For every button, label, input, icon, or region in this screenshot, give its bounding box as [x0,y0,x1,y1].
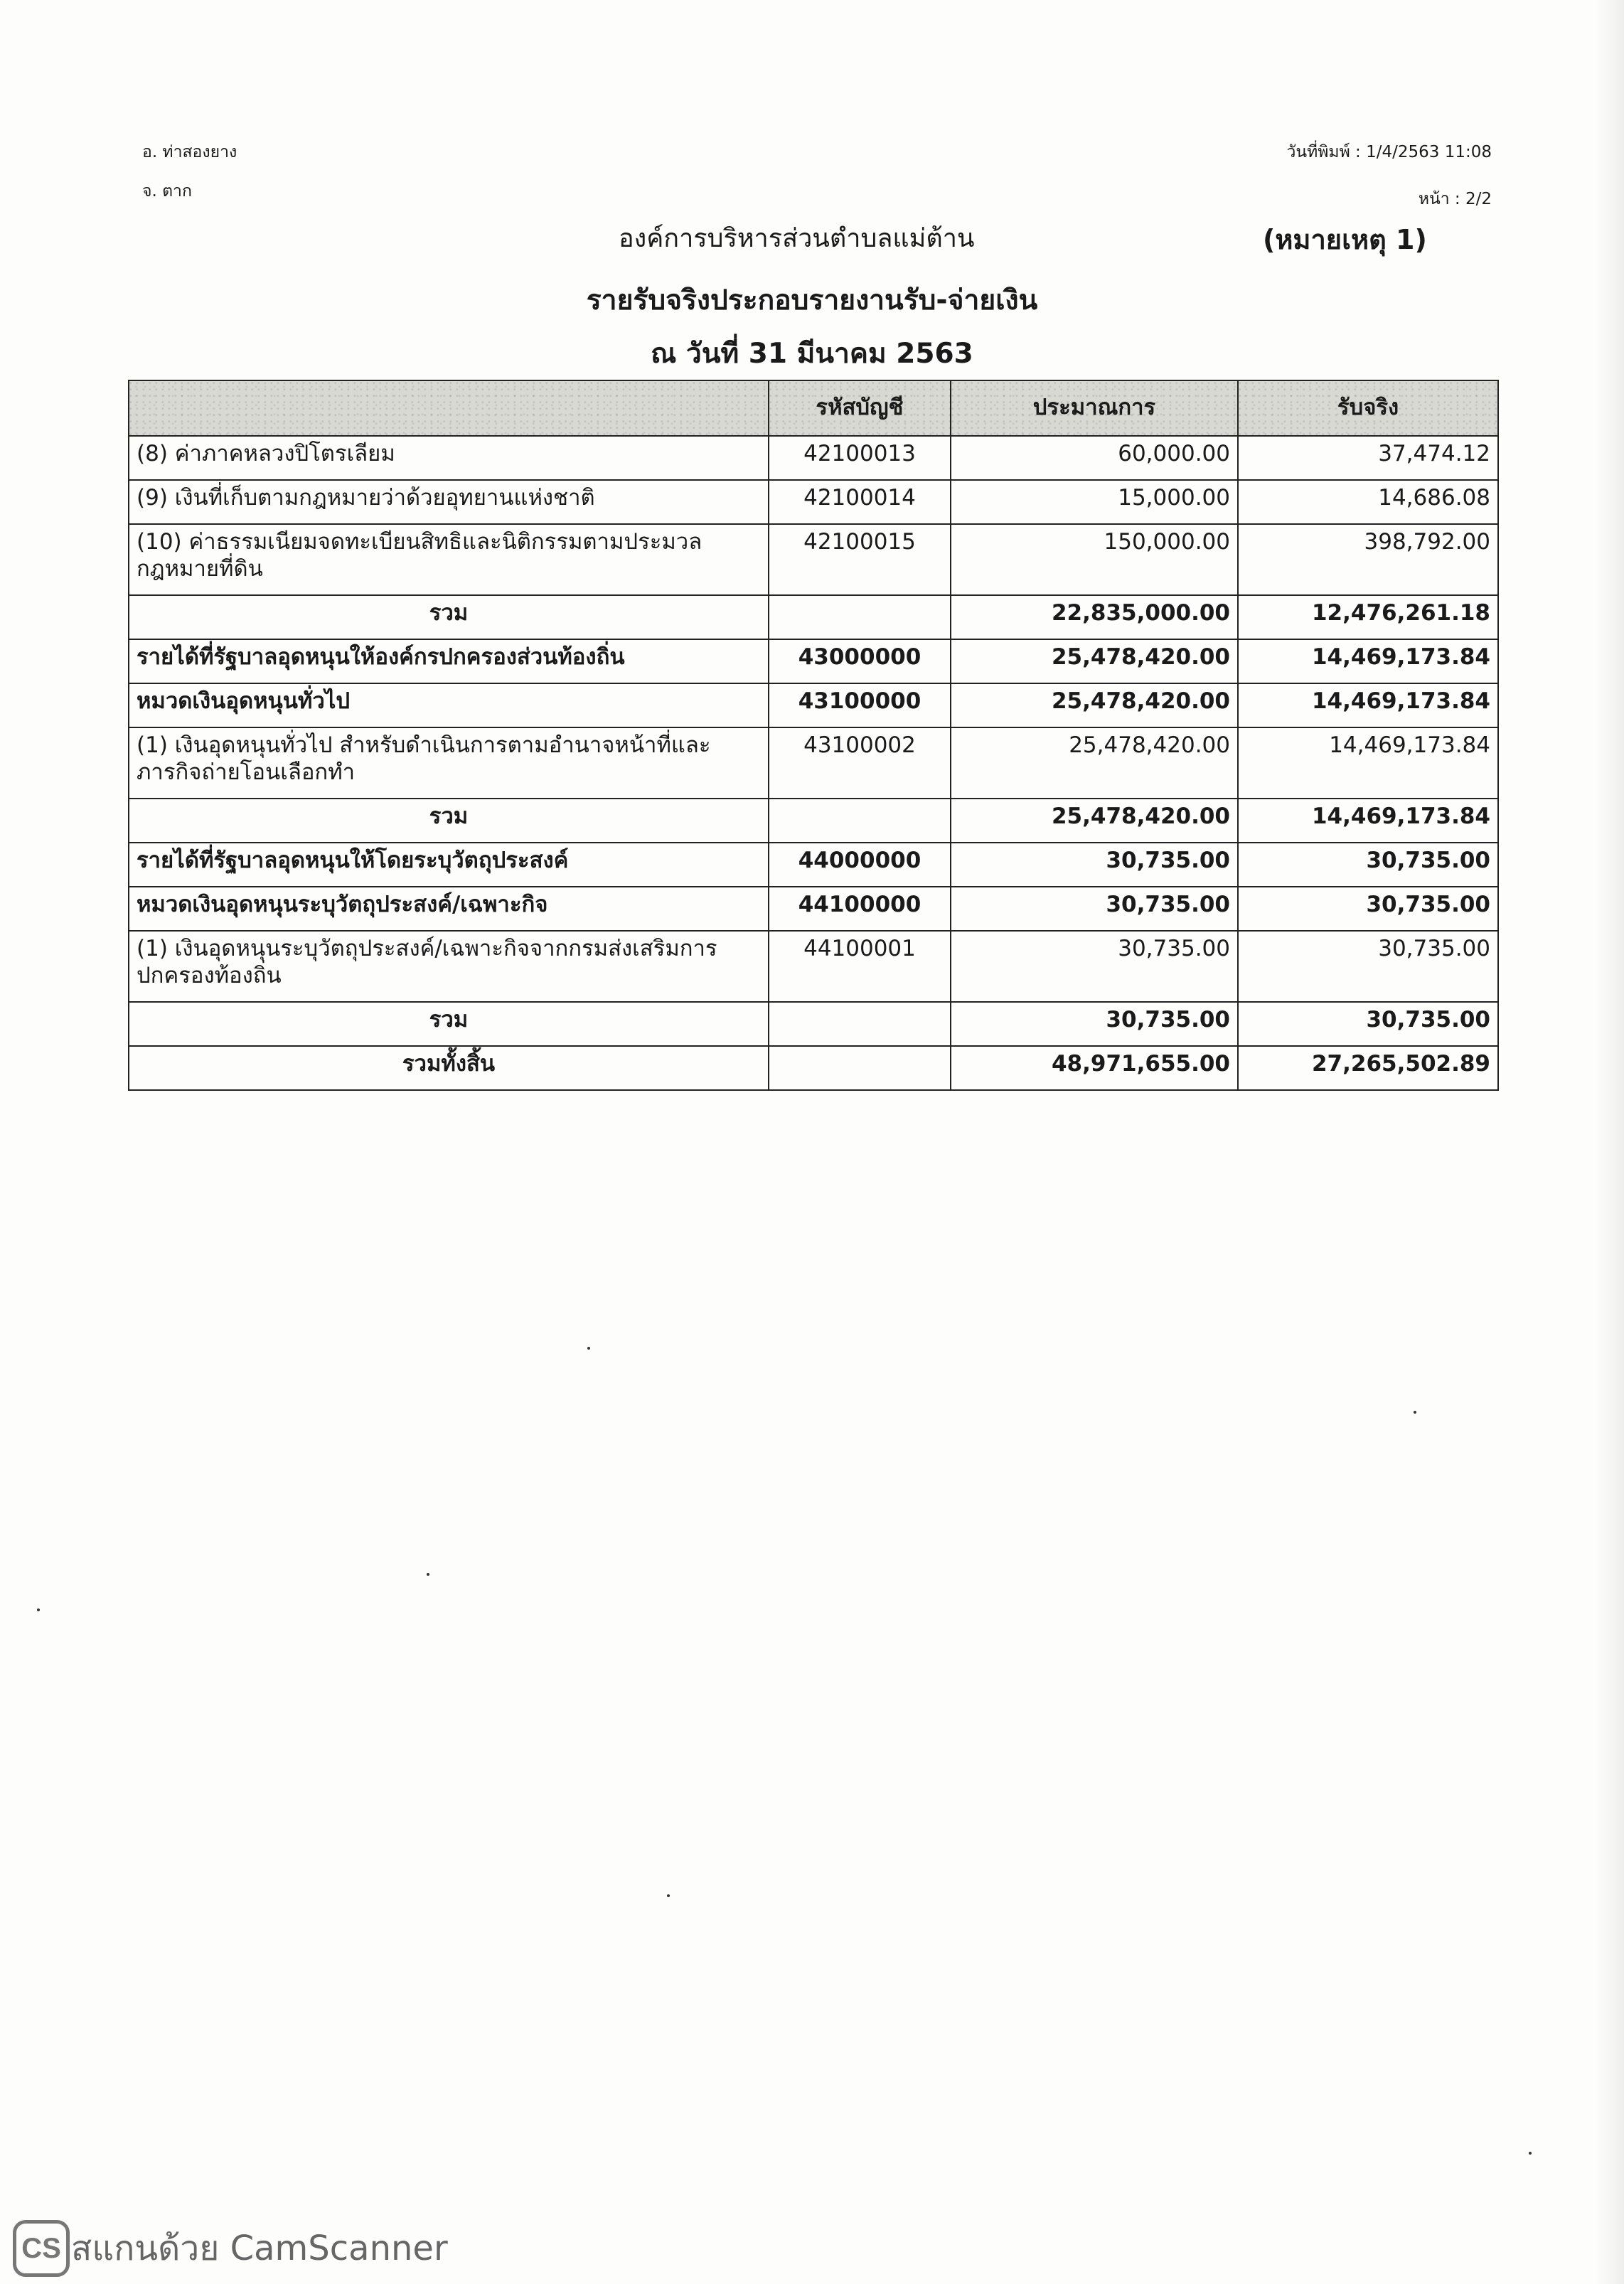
row-description: รวม [129,799,769,843]
row-actual: 14,469,173.84 [1238,683,1498,727]
district-label: อ. ท่าสองยาง [142,143,237,161]
row-estimate: 25,478,420.00 [951,639,1238,683]
row-actual: 14,469,173.84 [1238,727,1498,799]
row-description: รายได้ที่รัฐบาลอุดหนุนให้โดยระบุวัตถุประสงค์ [129,843,769,887]
row-estimate: 30,735.00 [951,887,1238,931]
print-date: วันที่พิมพ์ : 1/4/2563 11:08 [1286,143,1492,161]
report-title: รายรับจริงประกอบรายงานรับ-จ่ายเงิน [586,284,1038,316]
row-account-code [769,1046,951,1090]
scan-speck [667,1894,670,1897]
row-estimate: 25,478,420.00 [951,683,1238,727]
row-account-code: 43100002 [769,727,951,799]
row-account-code: 43000000 [769,639,951,683]
table-row [129,524,1498,595]
row-account-code [769,799,951,843]
category-row [129,843,1498,887]
row-estimate: 15,000.00 [951,480,1238,524]
table-row [129,727,1498,799]
scan-speck [1414,1411,1416,1414]
row-account-code: 42100015 [769,524,951,595]
row-actual: 12,476,261.18 [1238,595,1498,639]
row-actual: 37,474.12 [1238,436,1498,480]
category-row [129,887,1498,931]
row-actual: 14,686.08 [1238,480,1498,524]
row-actual: 14,469,173.84 [1238,639,1498,683]
row-account-code [769,595,951,639]
row-account-code [769,1002,951,1046]
camscanner-logo-icon: CS [13,2220,70,2277]
header-account-code: รหัสบัญชี [769,380,951,436]
camscanner-watermark [13,2220,448,2277]
row-description: (10) ค่าธรรมเนียมจดทะเบียนสิทธิและนิติกรรมตามประมวลกฎหมายที่ดิน [129,524,769,595]
row-description: หมวดเงินอุดหนุนทั่วไป [129,683,769,727]
row-estimate: 25,478,420.00 [951,727,1238,799]
row-estimate: 25,478,420.00 [951,799,1238,843]
scan-speck [427,1573,429,1576]
row-actual: 14,469,173.84 [1238,799,1498,843]
camscanner-text: สแกนด้วย CamScanner [71,2229,448,2268]
revenue-table [128,380,1499,1091]
row-actual: 398,792.00 [1238,524,1498,595]
row-estimate: 30,735.00 [951,931,1238,1002]
row-description: (8) ค่าภาคหลวงปิโตรเลียม [129,436,769,480]
header-estimate: ประมาณการ [951,380,1238,436]
row-estimate: 30,735.00 [951,1002,1238,1046]
subtotal-row [129,1002,1498,1046]
row-estimate: 150,000.00 [951,524,1238,595]
row-account-code: 44000000 [769,843,951,887]
table-row [129,436,1498,480]
row-description: รวม [129,595,769,639]
row-description: (1) เงินอุดหนุนทั่วไป สำหรับดำเนินการตามอำนาจหน้าที่และภารกิจถ่ายโอนเลือกทำ [129,727,769,799]
row-description: รวมทั้งสิ้น [129,1046,769,1090]
grand-total-row [129,1046,1498,1090]
row-estimate: 22,835,000.00 [951,595,1238,639]
row-account-code: 42100013 [769,436,951,480]
category-row [129,683,1498,727]
scan-speck [1529,2152,1532,2155]
note-label: (หมายเหตุ 1) [1263,224,1427,255]
header-description [129,380,769,436]
subtotal-row [129,799,1498,843]
subtotal-row [129,595,1498,639]
category-row [129,639,1498,683]
row-estimate: 30,735.00 [951,843,1238,887]
row-description: รายได้ที่รัฐบาลอุดหนุนให้องค์กรปกครองส่วนท้องถิ่น [129,639,769,683]
row-actual: 30,735.00 [1238,887,1498,931]
row-estimate: 48,971,655.00 [951,1046,1238,1090]
row-actual: 30,735.00 [1238,1002,1498,1046]
table-row [129,480,1498,524]
table-header-row [129,380,1498,436]
organization-title: องค์การบริหารส่วนตำบลแม่ต้าน [619,224,975,253]
page-number: หน้า : 2/2 [1418,190,1492,208]
scan-speck [587,1347,590,1350]
row-description: รวม [129,1002,769,1046]
province-label: จ. ตาก [142,182,192,201]
row-account-code: 42100014 [769,480,951,524]
row-account-code: 43100000 [769,683,951,727]
row-description: (1) เงินอุดหนุนระบุวัตถุประสงค์/เฉพาะกิจจากกรมส่งเสริมการปกครองท้องถิ่น [129,931,769,1002]
table-row [129,931,1498,1002]
row-account-code: 44100001 [769,931,951,1002]
row-description: (9) เงินที่เก็บตามกฎหมายว่าด้วยอุทยานแห่งชาติ [129,480,769,524]
row-actual: 30,735.00 [1238,843,1498,887]
row-actual: 30,735.00 [1238,931,1498,1002]
header-actual: รับจริง [1238,380,1498,436]
report-date: ณ วันที่ 31 มีนาคม 2563 [651,338,973,370]
row-account-code: 44100000 [769,887,951,931]
scan-speck [37,1608,40,1611]
row-description: หมวดเงินอุดหนุนระบุวัตถุประสงค์/เฉพาะกิจ [129,887,769,931]
row-estimate: 60,000.00 [951,436,1238,480]
row-actual: 27,265,502.89 [1238,1046,1498,1090]
